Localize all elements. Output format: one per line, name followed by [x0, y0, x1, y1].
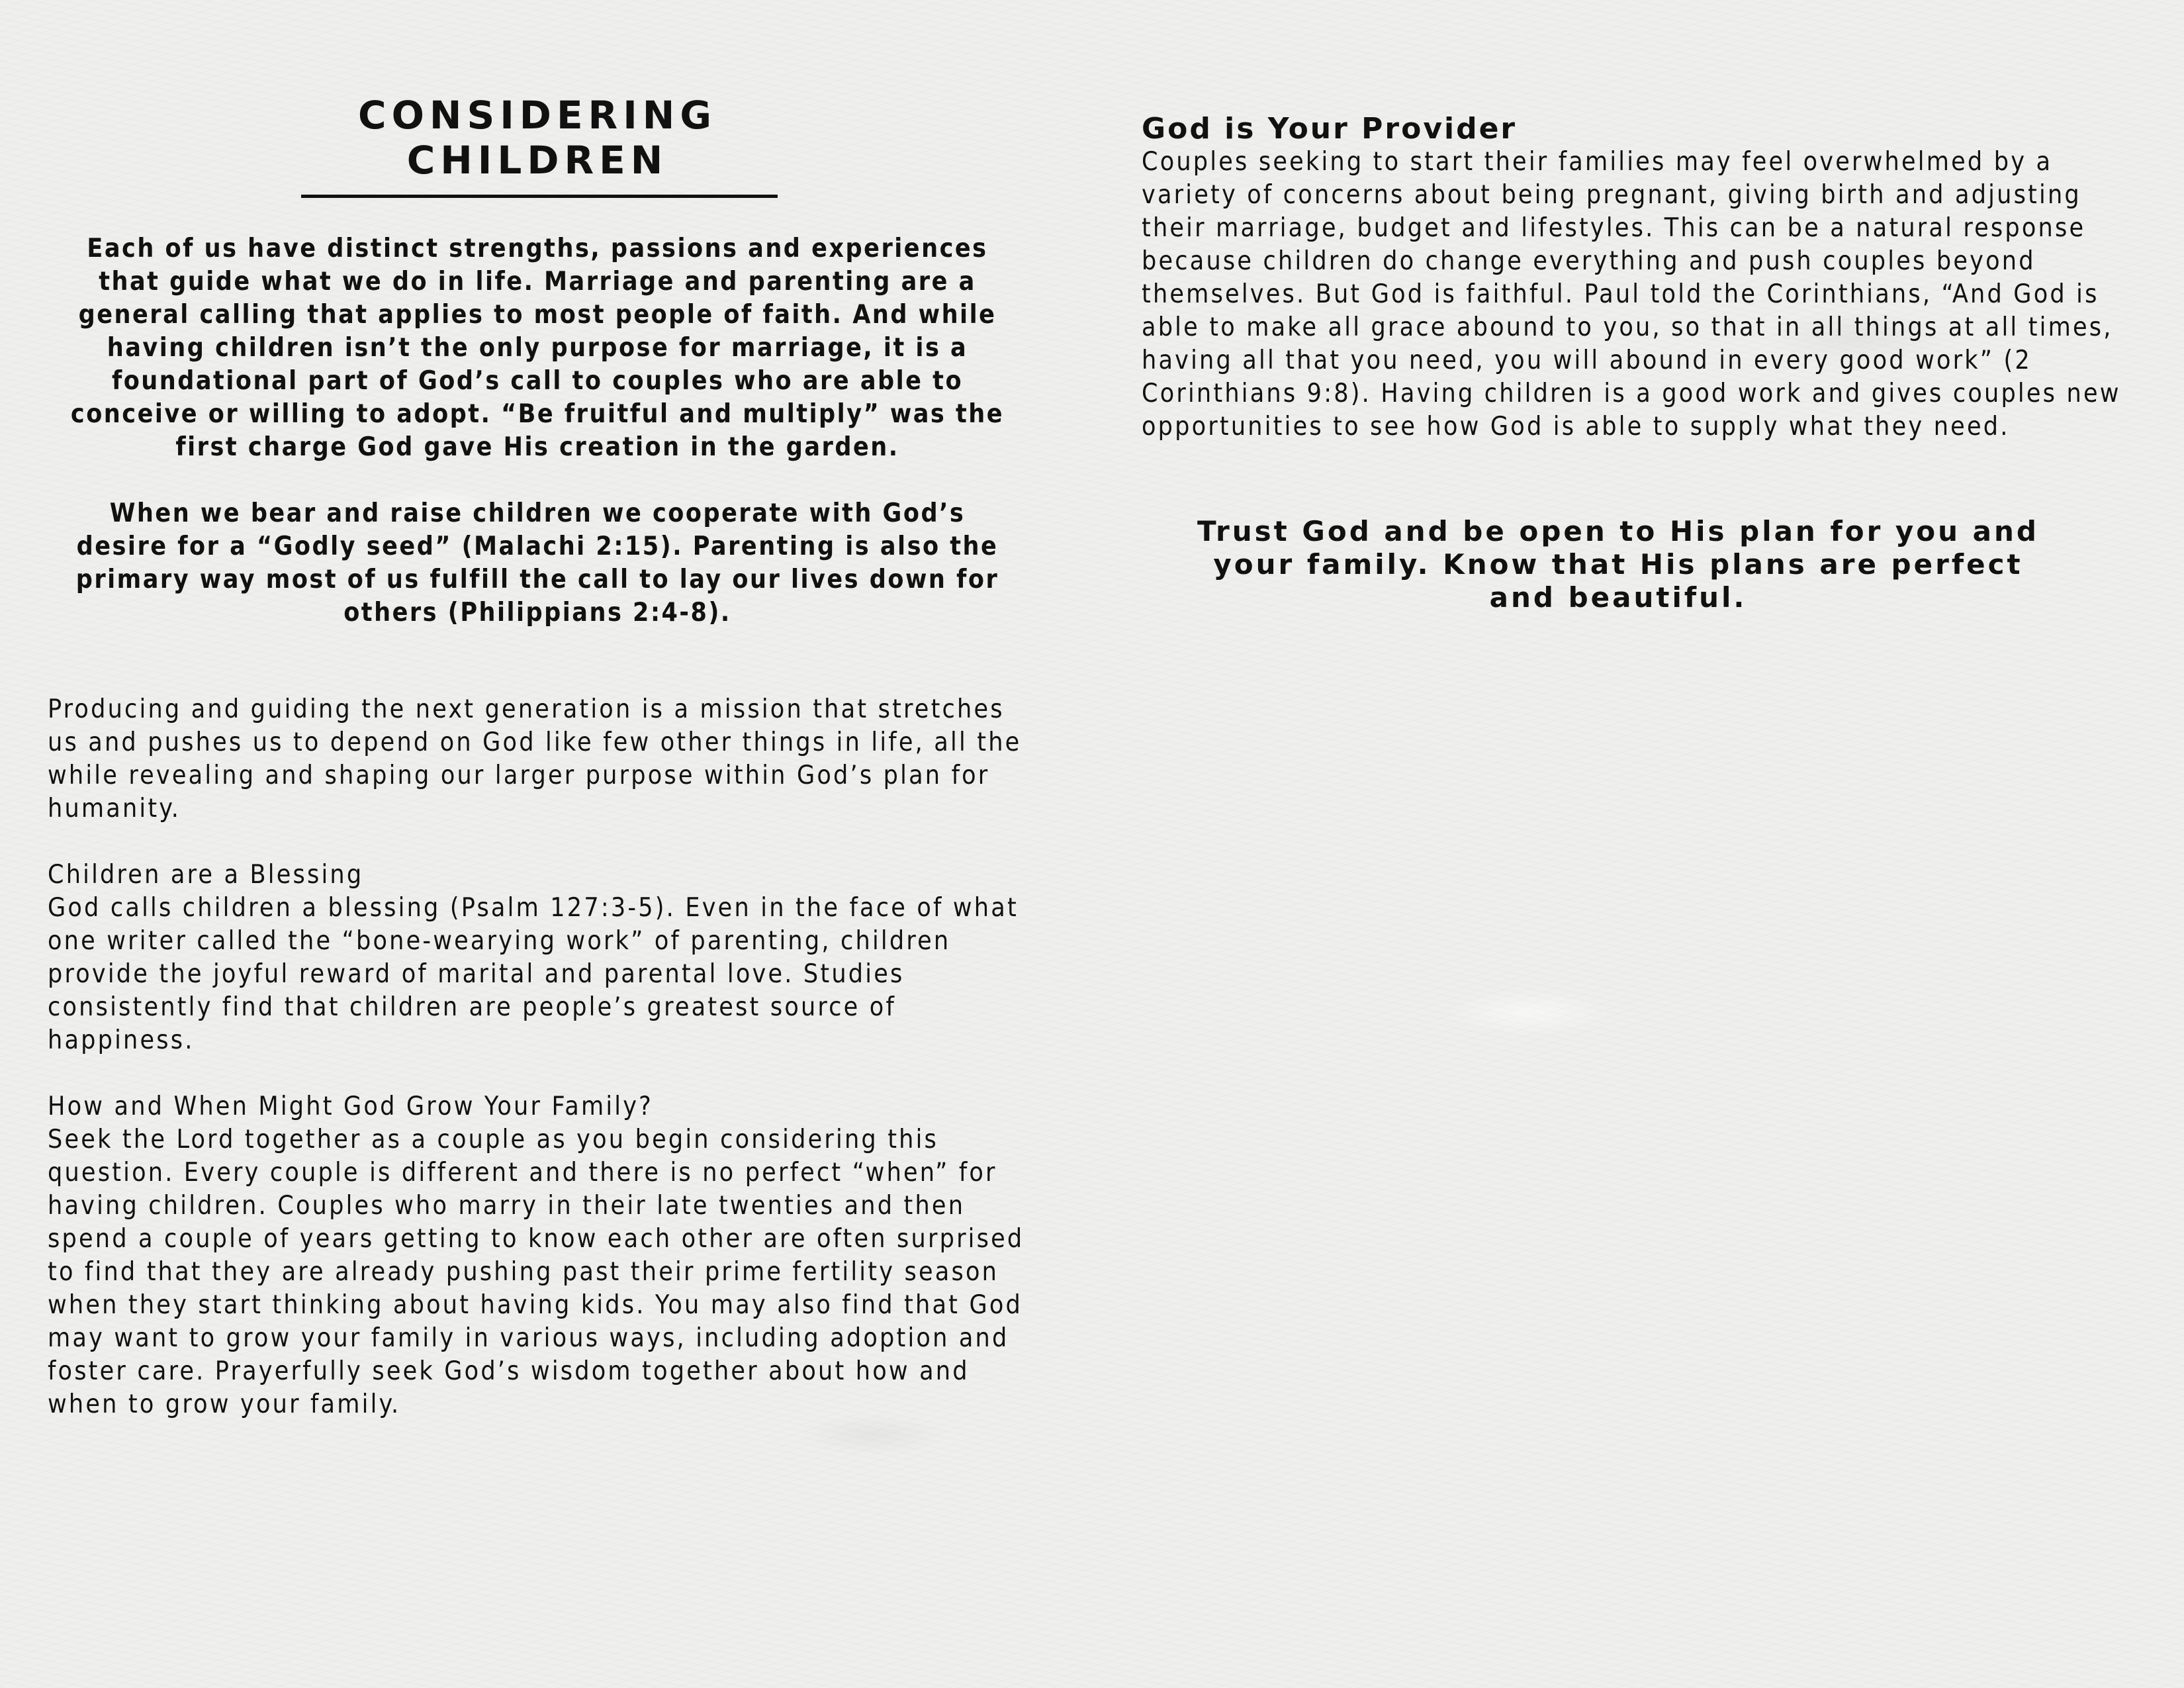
section-text-grow-family: Seek the Lord together as a couple as you begin considering this question. Every couple is different and there is no perfect “when” for having children. Couples who marry in their late twenties and then spend a couple of years getting to know each other are often surprised to find that they are already pushing past their prime fertility season when they start thinking about having kids. You may also find that God may want to grow your family in various ways, including adoption and foster care. Prayerfully seek God’s wisdom together about how and when to grow your family.	[48, 1125, 1024, 1419]
left-column	[48, 93, 1027, 1421]
section-grow-family	[48, 1090, 1027, 1421]
page-title	[48, 93, 1027, 183]
section-text-provider: Couples seeking to start their families may feel overwhelmed by a variety of concerns about being pregnant, giving birth and adjusting their marriage, budget and lifestyles. This can be a natural response because children do change everything and push couples beyond themselves. But God is faithful. Paul told the Corinthians, “And God is able to make all grace abound to you, so that in all things at all times, having all that you need, you will abound in every good work” (2 Corinthians 9:8). Having children is a good work and gives couples new opportunities to see how God is able to supply what they need.	[1142, 147, 2121, 442]
section-blessing	[48, 859, 1027, 1057]
intro-paragraph-2: When we bear and raise children we cooperate with God’s desire for a “Godly seed” (Malachi 2:15). Parenting is also the primary way most of us fulfill the call to lay our lives down for others (Philippians 2:4-8).	[75, 498, 999, 628]
section-text-blessing: God calls children a blessing (Psalm 127:3-5). Even in the face of what one writer called the “bone-wearying work” of parenting, children provide the joyful reward of marital and parental love. Studies consistently find that children are people’s greatest source of happiness.	[48, 893, 1019, 1055]
title-line-2: CHILDREN	[406, 138, 668, 183]
right-column	[1142, 113, 2134, 614]
section-heading-grow-family: How and When Might God Grow Your Family?	[48, 1092, 654, 1121]
title-line-1: CONSIDERING	[358, 93, 717, 138]
section-heading-blessing: Children are a Blessing	[48, 860, 364, 890]
body-paragraph-generation: Producing and guiding the next generation is a mission that stretches us and pushes us to depend on God like few other things in life, all the while revealing and shaping our larger purpose within God’s plan for humanity.	[48, 694, 1022, 823]
section-heading-provider: God is Your Provider	[1142, 112, 1518, 146]
title-underline	[301, 195, 778, 198]
trust-callout: Trust God and be open to His plan for you and your family. Know that His plans are perfect and beautiful.	[1197, 515, 2039, 614]
intro-paragraph-1: Each of us have distinct strengths, passions and experiences that guide what we do in life. Marriage and parenting are a general calling that applies to most people of faith. And while having children isn’t the only purpose for marriage, it is a foundational part of God’s call to couples who are able to conceive or willing to adopt. “Be fruitful and multiply” was the first charge God gave His creation in the garden.	[70, 234, 1005, 462]
